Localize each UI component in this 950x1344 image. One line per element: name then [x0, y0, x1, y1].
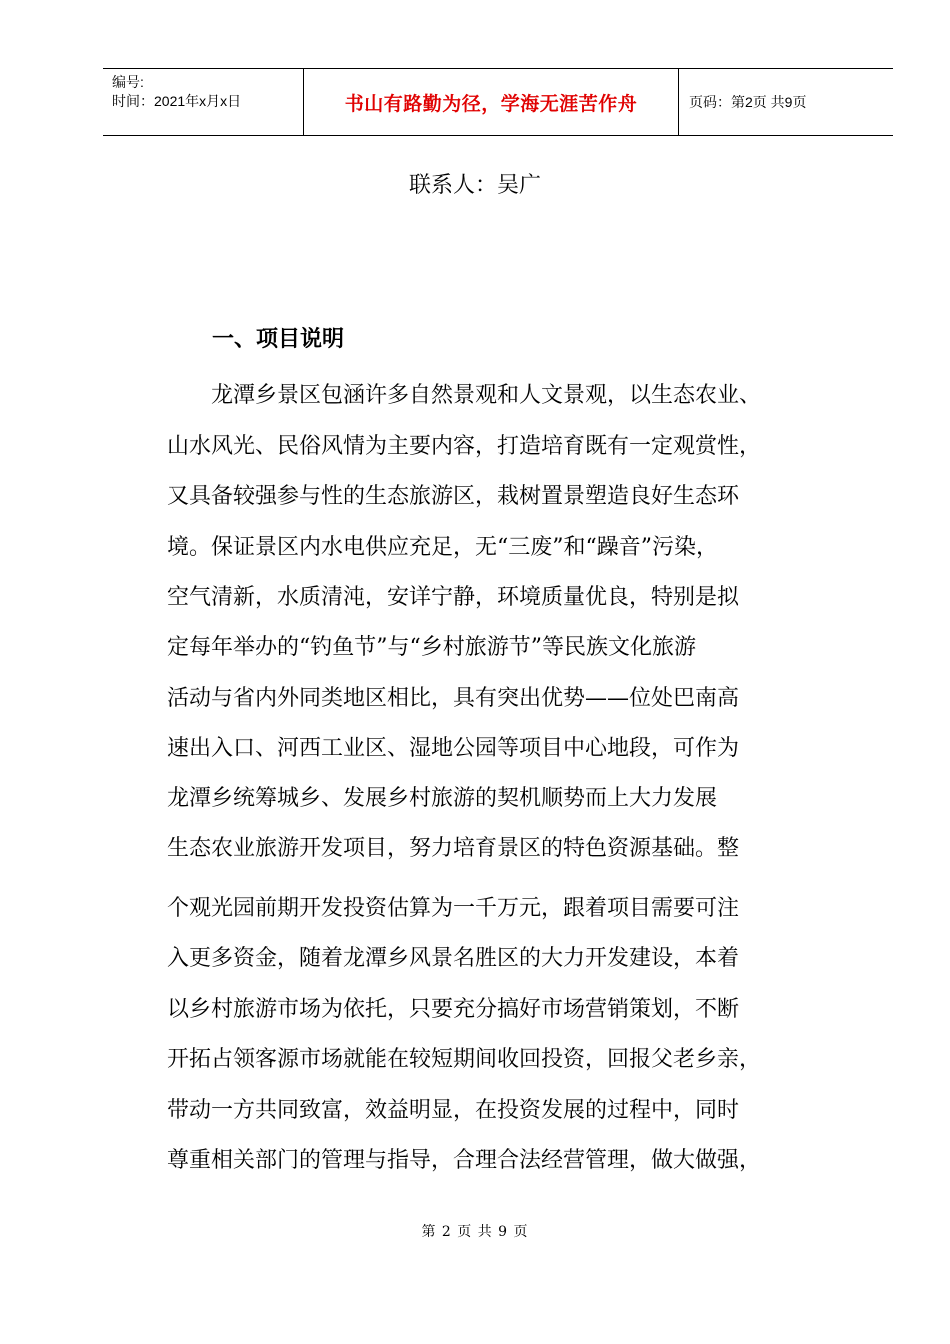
paragraph-line: 空气清新，水质清沌，安详宁静，环境质量优良，特别是拟 [167, 585, 740, 610]
paragraph-line: 龙潭乡统筹城乡、发展乡村旅游的契机顺势而上大力发展 [167, 786, 718, 811]
header-number-label: 编号: [112, 74, 144, 90]
paragraph-line: 速出入口、河西工业区、湿地公园等项目中心地段，可作为 [167, 736, 740, 761]
section-heading: 一、项目说明 [212, 326, 345, 352]
paragraph-line: 龙潭乡景区包涵许多自然景观和人文景观，以生态农业、 [167, 383, 762, 408]
paragraph-line: 入更多资金，随着龙潭乡风景名胜区的大力开发建设，本着 [167, 946, 740, 971]
paragraph-line: 活动与省内外同类地区相比，具有突出优势——位处巴南高 [167, 686, 740, 711]
paragraph-line: 带动一方共同致富，效益明显，在投资发展的过程中，同时 [167, 1098, 740, 1123]
paragraph-line: 山水风光、民俗风情为主要内容，打造培育既有一定观赏性， [167, 434, 762, 459]
paragraph-line: 以乡村旅游市场为依托，只要充分搞好市场营销策划，不断 [167, 997, 740, 1022]
paragraph-line: 开拓占领客源市场就能在较短期间收回投资，回报父老乡亲， [167, 1047, 762, 1072]
paragraph-line: 个观光园前期开发投资估算为一千万元，跟着项目需要可注 [167, 896, 740, 921]
header-time-label: 时间：2021年x月x日 [112, 93, 242, 109]
header-motto: 书山有路勤为径，学海无涯苦作舟 [304, 69, 679, 135]
paragraph-line: 生态农业旅游开发项目，努力培育景区的特色资源基础。整 [167, 836, 740, 861]
header-page-info: 页码：第2页 共9页 [689, 94, 807, 110]
paragraph-line: 尊重相关部门的管理与指导，合理合法经营管理，做大做强， [167, 1148, 762, 1173]
page-header [103, 68, 893, 136]
paragraph-line: 境。保证景区内水电供应充足，无“三废”和“躁音”污染， [167, 535, 718, 560]
paragraph-line: 又具备较强参与性的生态旅游区，栽树置景塑造良好生态环 [167, 484, 740, 509]
contact-person: 联系人：吴广 [408, 173, 541, 198]
paragraph-line: 定每年举办的“钓鱼节”与“乡村旅游节”等民族文化旅游 [167, 635, 696, 660]
page-footer: 第 2 页 共 9 页 [421, 1224, 529, 1240]
header-meta [103, 69, 304, 135]
